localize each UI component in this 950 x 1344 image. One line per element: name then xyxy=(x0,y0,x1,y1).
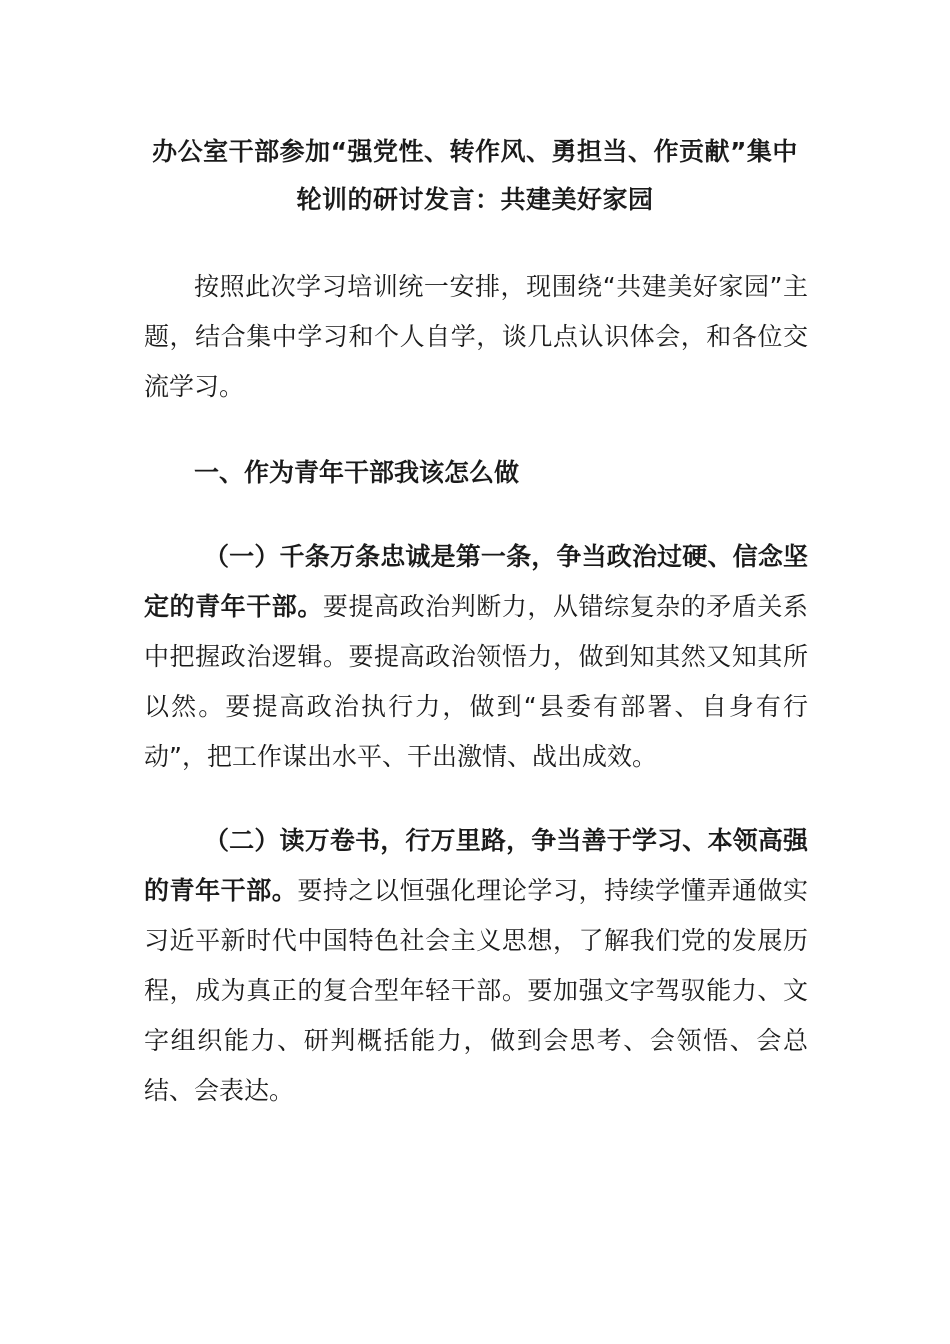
item-one-lead: （一）千条万条忠诚是第一条，争当政治过硬、信念坚定的青年干部。 xyxy=(144,542,808,621)
item-one-body: 要提高政治判断力，从错综复杂的矛盾关系中把握政治逻辑。要提高政治领悟力，做到知其然又知其所以然。要提高政治执行力，做到“县委有部署、自身有行动”，把工作谋出水平、干出激情、战出成效。 xyxy=(144,592,808,771)
section-one-heading: 一、作为青年干部我该怎么做 xyxy=(194,458,520,487)
item-two-paragraph xyxy=(144,816,808,1116)
item-one-paragraph xyxy=(144,532,808,782)
item-two-lead: （二）读万卷书，行万里路，争当善于学习、本领高强的青年干部。 xyxy=(144,826,808,905)
intro-paragraph: 按照此次学习培训统一安排，现围绕“共建美好家园”主题，结合集中学习和个人自学，谈几点认识体会，和各位交流学习。 xyxy=(144,272,808,401)
item-two-body: 要持之以恒强化理论学习，持续学懂弄通做实习近平新时代中国特色社会主义思想，了解我们党的发展历程，成为真正的复合型年轻干部。要加强文字驾驭能力、文字组织能力、研判概括能力，做到会思考、会领悟、会总结、会表达。 xyxy=(144,876,808,1105)
document-title: 办公室干部参加“强党性、转作风、勇担当、作贡献”集中轮训的研讨发言：共建美好家园 xyxy=(152,137,798,214)
